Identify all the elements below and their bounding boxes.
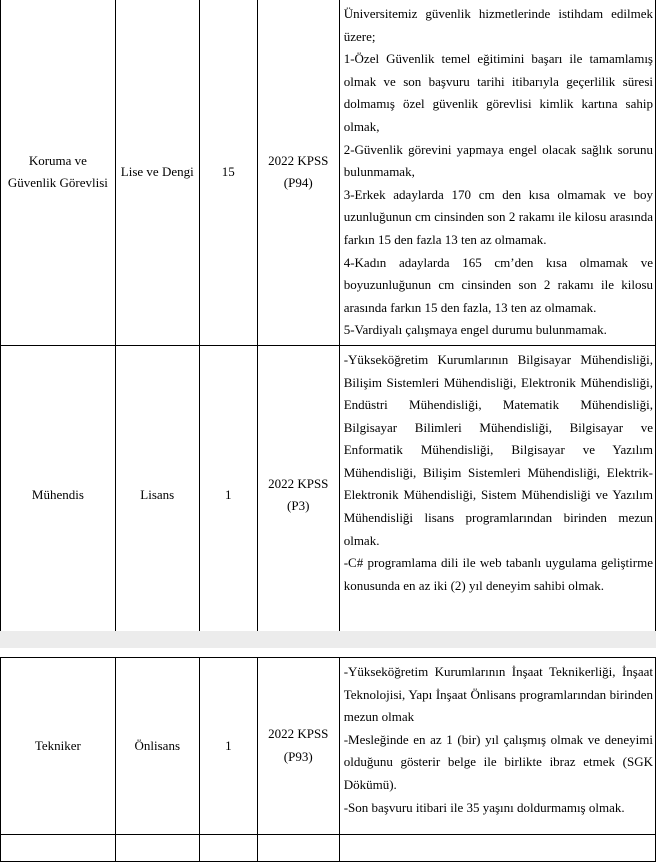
position-name: Mühendis (31, 487, 84, 503)
requirements-cell (339, 658, 655, 835)
requirement-line: -Son başvuru itibari ile 35 yaşını doldurmamış olmak. (343, 799, 625, 815)
position-cell (1, 658, 116, 835)
position-name: Tekniker (34, 737, 81, 753)
position-cell (1, 345, 116, 645)
staff-requirements-table-continued (0, 657, 656, 862)
empty-cell (339, 835, 655, 862)
page-break (0, 631, 656, 648)
requirement-line: -Mesleğinde en az 1 (bir) yıl çalışmış olmak ve deneyimi olduğunu gösterir belge ile birlikte ibraz etmek (SGK Dökümü). (343, 731, 653, 792)
requirement-line: 1-Özel Güvenlik temel eğitimini başarı ile tamamlamış olmak ve son başvuru tarihi itibarıyla geçerlilik süresi dolmamış özel güvenlik görevlisi kimlik kartına sahip olmak, (343, 51, 653, 134)
requirements-cell (339, 345, 655, 645)
position-name: Koruma ve Güvenlik Görevlisi (7, 152, 108, 191)
education-cell: Önlisans (115, 658, 199, 835)
kpss-score-type: (P94) (283, 175, 313, 191)
requirement-line: Üniversitemiz güvenlik hizmetlerinde istihdam edilmek üzere; (343, 6, 653, 44)
kpss-year: 2022 KPSS (268, 152, 329, 168)
requirement-line: 4-Kadın adaylarda 165 cm’den kısa olmamak ve boyuzunluğunun cm cinsinden son 2 rakamı ile kilosu arasında farkın 15 den fazla, 13 ten az olmamak. (343, 254, 653, 315)
education-cell: Lise ve Dengi (115, 0, 199, 345)
table-row (1, 0, 656, 345)
count-cell: 15 (199, 0, 257, 345)
education-cell: Lisans (115, 345, 199, 645)
count-cell: 1 (199, 658, 257, 835)
table-row-partial (1, 835, 656, 862)
table-row (1, 345, 656, 645)
requirement-line: 3-Erkek adaylarda 170 cm den kısa olmamak ve boy uzunluğunun cm cinsinden son 2 rakamı ile kilosu arasında farkın 15 den fazla 13 ten az olmamak. (343, 186, 653, 247)
kpss-year: 2022 KPSS (268, 475, 329, 491)
empty-cell (1, 835, 116, 862)
requirement-line: 2-Güvenlik görevini yapmaya engel olacak sağlık sorunu bulunmamak, (343, 141, 653, 180)
kpss-cell (257, 345, 339, 645)
empty-cell (115, 835, 199, 862)
position-cell (1, 0, 116, 345)
kpss-cell (257, 658, 339, 835)
requirement-line: -Yükseköğretim Kurumlarının İnşaat Teknikerliği, İnşaat Teknolojisi, Yapı İnşaat Önlisans programlarından birinden mezun olmak (343, 664, 653, 725)
table-row (1, 658, 656, 835)
requirement-line: -C# programlama dili ile web tabanlı uygulama geliştirme konusunda en az iki (2) yıl deneyim sahibi olmak. (343, 555, 653, 593)
requirements-cell (339, 0, 655, 345)
requirement-line: 5-Vardiyalı çalışmaya engel durumu bulunmamak. (343, 322, 607, 338)
kpss-score-type: (P93) (283, 749, 313, 764)
empty-cell (199, 835, 257, 862)
count-cell: 1 (199, 345, 257, 645)
kpss-cell (257, 0, 339, 345)
kpss-score-type: (P3) (287, 498, 310, 514)
requirement-line: -Yükseköğretim Kurumlarının Bilgisayar Mühendisliği, Bilişim Sistemleri Mühendisliği, Elektronik Mühendisliği, Endüstri Mühendisliği, Matematik Mühendisliği, Bilgisayar Bilimleri Mühendisliği, Bilgisayar ve Enformatik Mühendisliği, Bilgisayar ve Yazılım Mühendisliği, Bilişim Sistemleri Mühendisliği, Elektrik-Elektronik Mühendisliği, Sistem Mühendisliği ve Yazılım Mühendisliği lisans programlarından birinden mezun olmak. (343, 351, 653, 548)
empty-cell (257, 835, 339, 862)
kpss-year: 2022 KPSS (268, 726, 329, 742)
